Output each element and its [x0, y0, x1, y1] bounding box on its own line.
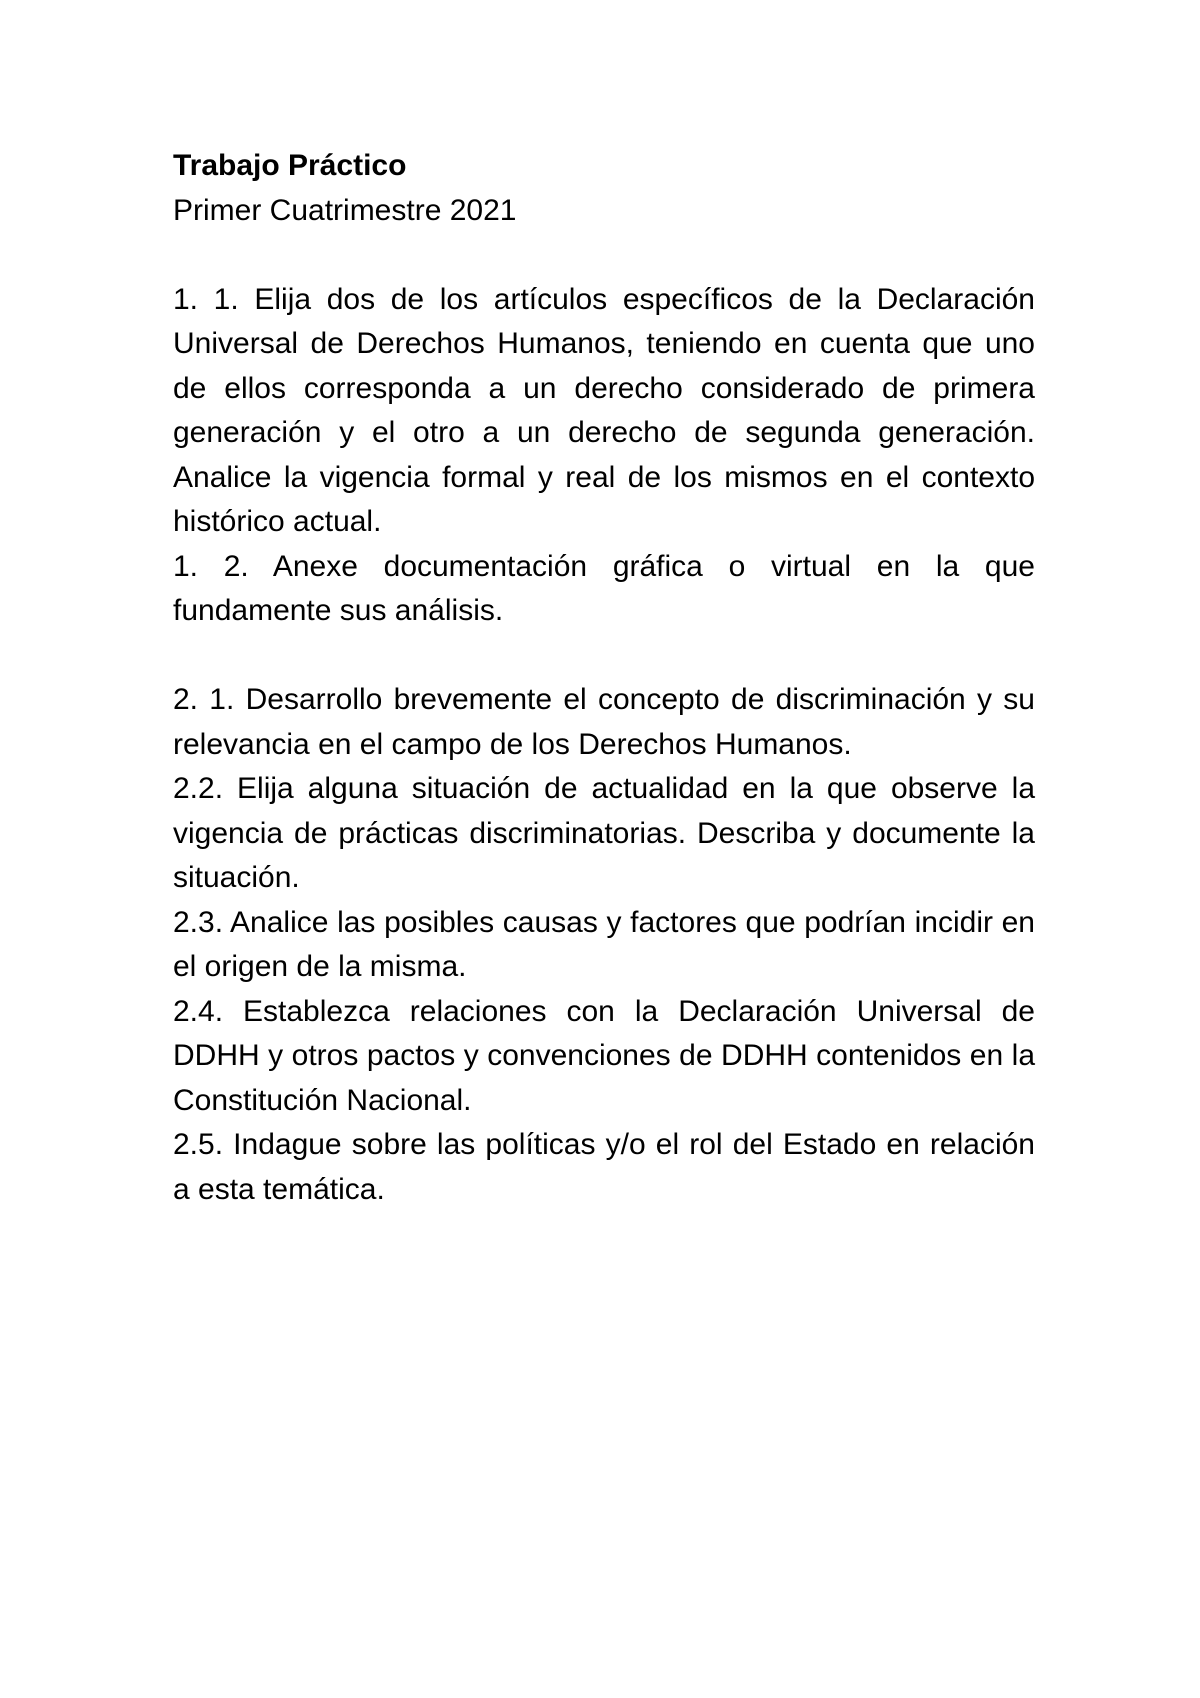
document-title: Trabajo Práctico: [173, 149, 407, 182]
document-subtitle: Primer Cuatrimestre 2021: [173, 193, 517, 227]
item-2-4: 2.4. Establezca relaciones con la Declaración Universal de DDHH y otros pactos y convenciones de DDHH contenidos en la Constitución Nacional.: [173, 994, 1035, 1117]
item-1-1: 1. 1. Elija dos de los artículos específicos de la Declaración Universal de Derechos Humanos, teniendo en cuenta que uno de ellos corresponda a un derecho considerado de primera generación y el otro a un derecho de segunda generación. Analice la vigencia formal y real de los mismos en el contexto histórico actual.: [173, 282, 1035, 538]
item-2-2: 2.2. Elija alguna situación de actualidad en la que observe la vigencia de prácticas discriminatorias. Describa y documente la situación.: [173, 772, 1035, 894]
item-1-2: 1. 2. Anexe documentación gráfica o virtual en la que fundamente sus análisis.: [173, 549, 1035, 627]
item-2-1: 2. 1. Desarrollo brevemente el concepto de discriminación y su relevancia en el campo de los Derechos Humanos.: [173, 683, 1035, 761]
item-2-5: 2.5. Indague sobre las políticas y/o el rol del Estado en relación a esta temática.: [173, 1128, 1035, 1206]
document-body: [173, 144, 1035, 1212]
spacer: [173, 233, 1035, 278]
spacer: [173, 634, 1035, 679]
item-2-3: 2.3. Analice las posibles causas y factores que podrían incidir en el origen de la misma.: [173, 905, 1035, 983]
